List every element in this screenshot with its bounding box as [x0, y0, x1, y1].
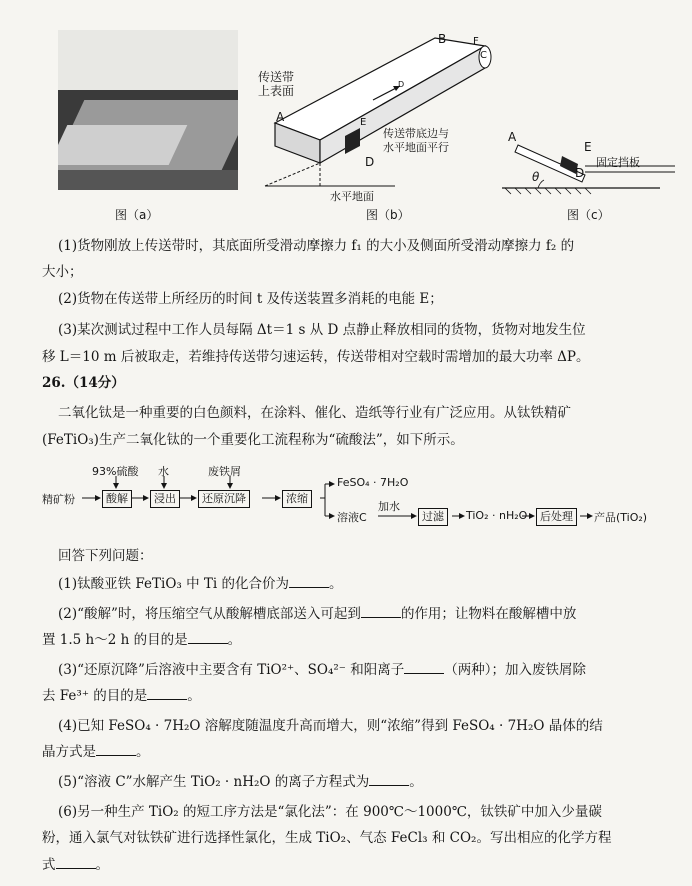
- q26-item: (2)“酸解”时，将压缩空气从酸解槽底部送入可起到 的作用；让物料在酸解槽中放: [58, 606, 577, 622]
- q26-item: (3)“还原沉降”后溶液中主要含有 TiO²⁺、SO₄²⁻ 和阳离子 （两种）；加入废铁屑除: [58, 662, 586, 678]
- point-a: A: [276, 110, 285, 124]
- flow-final-product: 产品(TiO₂): [594, 511, 648, 524]
- label-belt-edge: 传送带底边与 水平地面平行: [383, 127, 449, 154]
- label-plate: 固定挡板: [596, 156, 640, 169]
- q26-item: 晶方式是 。: [42, 744, 150, 760]
- q25-line-3: (2)货物在传送带上所经历的时间 t 及传送装置多消耗的电能 E；: [58, 291, 443, 307]
- flow-start: 精矿粉: [42, 493, 75, 506]
- flow-box-leach: 浸出: [150, 490, 180, 508]
- figure-a-caption: 图（a）: [115, 208, 159, 222]
- q26-item: 粉，通入氯气对钛铁矿进行选择性氯化，生成 TiO₂、气态 FeCl₃ 和 CO₂。写出相应的化学方程: [42, 830, 612, 846]
- point-b: B: [438, 32, 447, 46]
- flow-add-water: 加水: [378, 500, 400, 513]
- q25-line-2: 大小；: [42, 264, 83, 280]
- q26-intro-1: 二氧化钛是一种重要的白色颜料，在涂料、催化、造纸等行业有广泛应用。从钛铁精矿: [58, 405, 571, 421]
- q25-line-5: 移 L＝10 m 后被取走，若维持传送带匀速运转，传送带相对空载时需增加的最大功率 ΔP。: [42, 349, 590, 365]
- flow-box-reduce: 还原沉降: [198, 490, 250, 508]
- q26-intro-2: (FeTiO₃)生产二氧化钛的一个重要化工流程称为“硫酸法”，如下所示。: [42, 432, 464, 448]
- flow-box-filter: 过滤: [418, 508, 448, 526]
- q26-item: 置 1.5 h～2 h 的目的是 。: [42, 632, 242, 648]
- q26-heading: 26.（14分）: [42, 375, 125, 391]
- q26-item: (6)另一种生产 TiO₂ 的短工序方法是“氯化法”：在 900℃～1000℃，钛铁矿中加入少量碳: [58, 804, 602, 820]
- incline-point-e: E: [584, 140, 592, 154]
- incline-diagram: [500, 130, 690, 200]
- flow-input-iron: 废铁屑: [208, 465, 241, 478]
- q26-item: 去 Fe³⁺ 的目的是 。: [42, 688, 201, 704]
- flow-output-feso4: FeSO₄ · 7H₂O: [337, 476, 409, 489]
- q26-item: (5)“溶液 C”水解产生 TiO₂ · nH₂O 的离子方程式为 。: [58, 774, 423, 790]
- flow-mid-product: TiO₂ · nH₂O: [466, 509, 528, 522]
- label-belt-top: 传送带 上表面: [258, 70, 295, 98]
- flow-input-water: 水: [158, 465, 169, 478]
- q25-line-1: (1)货物刚放上传送带时，其底面所受滑动摩擦力 f₁ 的大小及侧面所受滑动摩擦力 f₂ 的: [58, 238, 575, 254]
- point-c: C: [480, 50, 487, 61]
- point-e: E: [360, 117, 367, 128]
- label-ground: 水平地面: [330, 190, 374, 203]
- q26-prompt: 回答下列问题：: [58, 548, 153, 564]
- flow-box-concentrate: 浓缩: [282, 490, 312, 508]
- incline-point-a: A: [508, 130, 517, 144]
- q26-item: 式 。: [42, 857, 109, 873]
- q25-line-4: (3)某次测试过程中工作人员每隔 Δt＝1 s 从 D 点静止释放相同的货物，货物对地发生位: [58, 322, 586, 338]
- q26-item: (1)钛酸亚铁 FeTiO₃ 中 Ti 的化合价为 。: [58, 576, 343, 592]
- flow-box-post: 后处理: [536, 508, 577, 526]
- conveyor-photo: [58, 30, 238, 190]
- flow-solution-c: 溶液C: [337, 511, 367, 524]
- point-f: F: [473, 36, 479, 47]
- incline-point-d: D: [575, 166, 585, 180]
- angle-theta: θ: [532, 170, 540, 184]
- flow-input-acid: 93%硫酸: [92, 465, 139, 478]
- figure-b-caption: 图（b）: [366, 208, 410, 222]
- arrow-label: D: [398, 80, 405, 89]
- point-d: D: [365, 155, 375, 169]
- q26-item: (4)已知 FeSO₄ · 7H₂O 溶解度随温度升高而增大，则“浓缩”得到 FeSO₄ · 7H₂O 晶体的结: [58, 718, 603, 734]
- figure-c-caption: 图（c）: [567, 208, 610, 222]
- flow-box-acidolysis: 酸解: [102, 490, 132, 508]
